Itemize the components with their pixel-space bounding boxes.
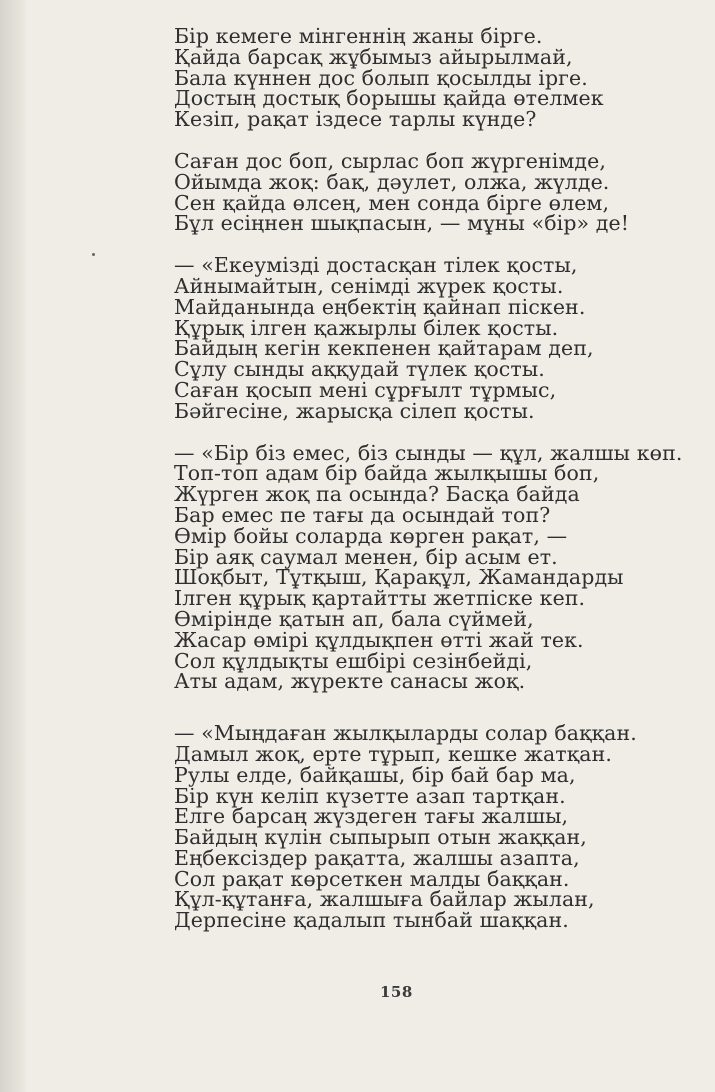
stanza-5 xyxy=(174,723,715,931)
verse-line: Сұлу сынды аққудай түлек қосты. xyxy=(174,357,545,382)
verse-line: Рулы елде, байқашы, бір бай бар ма, xyxy=(174,762,576,787)
verse-line: Бәйгесіне, жарысқа сілеп қосты. xyxy=(174,398,535,423)
stanza-3 xyxy=(174,255,715,421)
verse-line: Сол рақат көрсеткен малды баққан. xyxy=(174,866,570,891)
verse-line: Майданында еңбектің қайнап піскен. xyxy=(174,294,586,319)
verse-line: Жасар өмірі құлдықпен өтті жай тек. xyxy=(174,627,584,652)
verse-line: Аты адам, жүректе санасы жоқ. xyxy=(174,669,526,694)
verse-line: Саған қосып мені сұрғылт тұрмыс, xyxy=(174,377,557,402)
verse-line: Дамыл жоқ, ерте тұрып, кешке жатқан. xyxy=(174,741,612,766)
verse-line: Жүрген жоқ па осында? Басқа байда xyxy=(174,482,580,507)
verse-line: Айнымайтын, сенімді жүрек қосты. xyxy=(174,273,564,298)
stanza-2 xyxy=(174,148,715,236)
verse-line: Құл-құтанға, жалшыға байлар жылан, xyxy=(174,887,595,912)
verse-line: Байдың кегін кекпенен қайтарам деп, xyxy=(174,336,594,361)
verse-line: Ойымда жоқ: бақ, дәулет, олжа, жүлде. xyxy=(174,169,610,194)
verse-line: Еңбексіздер рақатта, жалшы азапта, xyxy=(174,845,580,870)
page-number: 158 xyxy=(380,983,413,1001)
verse-line: Өмірінде қатын ап, бала сүймей, xyxy=(174,606,534,631)
stanza-4 xyxy=(174,440,715,694)
verse-line: Бір аяқ саумал менен, бір асым ет. xyxy=(174,544,558,569)
verse-line: Сол құлдықты ешбірі сезінбейді, xyxy=(174,648,533,673)
verse-line: Байдың күлін сыпырып отын жаққан, xyxy=(174,825,587,850)
verse-line: Топ-топ адам бір байда жылқышы боп, xyxy=(174,461,600,486)
verse-line: Өмір бойы соларда көрген рақат, — xyxy=(174,523,568,548)
print-speck xyxy=(92,253,95,256)
poem-text xyxy=(174,26,715,952)
verse-line: Сен қайда өлсең, мен сонда бірге өлем, xyxy=(174,190,610,215)
verse-line: Дерпесіне қадалып тынбай шаққан. xyxy=(174,908,569,933)
page-binding-shadow xyxy=(0,0,26,1092)
verse-line: Құрық ілген қажырлы білек қосты. xyxy=(174,315,559,340)
verse-line: Қайда барсақ жұбымыз айырылмай, xyxy=(174,44,573,69)
verse-line: — «Мыңдаған жылқыларды солар баққан. xyxy=(174,721,637,746)
verse-line: Бұл есіңнен шықпасын, — мұны «бір» де! xyxy=(174,211,630,236)
verse-line: — «Екеумізді достасқан тілек қосты, xyxy=(174,253,578,278)
verse-line: Бала күннен дос болып қосылды ірге. xyxy=(174,65,588,90)
verse-line: Бір кемеге мінгеннің жаны бірге. xyxy=(174,24,543,48)
verse-line: Кезіп, рақат іздесе тарлы күнде? xyxy=(174,107,537,132)
verse-line: Достың достық борышы қайда өтелмек xyxy=(174,86,604,111)
stanza-1 xyxy=(174,26,715,130)
verse-line: Ілген құрық қартайтты жетпіске кеп. xyxy=(174,586,586,611)
verse-line: — «Бір біз емес, біз сынды — құл, жалшы көп. xyxy=(174,440,683,465)
verse-line: Саған дос боп, сырлас боп жүргенімде, xyxy=(174,148,606,173)
verse-line: Бар емес пе тағы да осындай топ? xyxy=(174,502,551,527)
verse-line: Бір күн келіп күзетте азап тартқан. xyxy=(174,783,566,808)
verse-line: Шоқбыт, Тұтқыш, Қарақұл, Жамандарды xyxy=(174,565,624,590)
verse-line: Елге барсаң жүздеген тағы жалшы, xyxy=(174,804,569,829)
